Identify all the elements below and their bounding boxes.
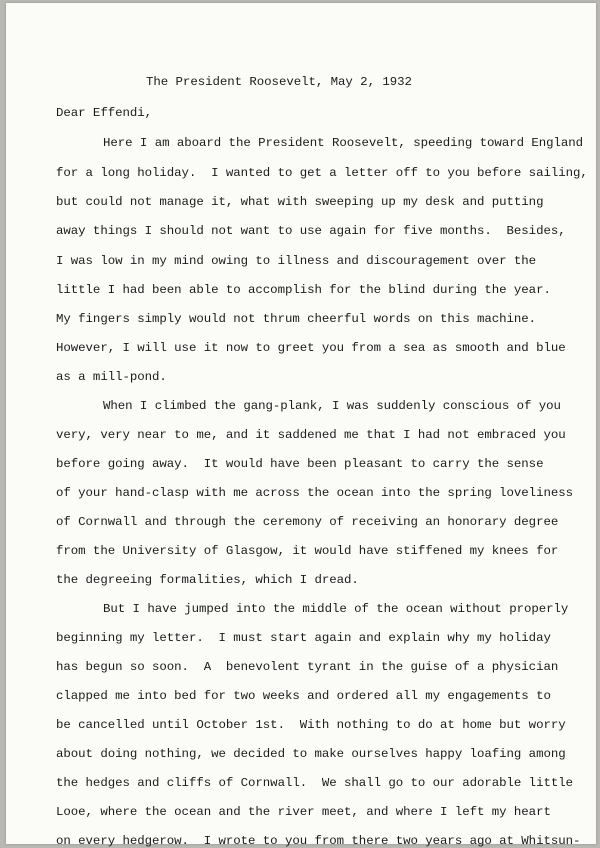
text-line: beginning my letter. I must start again and explain why my holiday: [56, 631, 551, 645]
text-line: Here I am aboard the President Roosevelt, speeding toward England: [103, 136, 584, 150]
text-line: for a long holiday. I wanted to get a letter off to you before sailing,: [56, 166, 588, 180]
letter-heading: The President Roosevelt, May 2, 1932: [146, 75, 412, 89]
text-line: of your hand-clasp with me across the ocean into the spring loveliness: [56, 486, 573, 500]
text-line: from the University of Glasgow, it would have stiffened my knees for: [56, 544, 559, 558]
text-line: little I had been able to accomplish for the blind during the year.: [56, 283, 551, 297]
text-line: but could not manage it, what with sweeping up my desk and putting: [56, 195, 544, 209]
text-line: When I climbed the gang-plank, I was suddenly conscious of you: [103, 399, 561, 413]
text-line: away things I should not want to use again for five months. Besides,: [56, 224, 566, 238]
text-line: clapped me into bed for two weeks and ordered all my engagements to: [56, 689, 551, 703]
salutation: Dear Effendi,: [56, 106, 153, 120]
text-line: about doing nothing, we decided to make ourselves happy loafing among: [56, 747, 566, 761]
text-line: on every hedgerow. I wrote to you from there two years ago at Whitsun-: [56, 834, 581, 848]
text-line: My fingers simply would not thrum cheerful words on this machine.: [56, 312, 537, 326]
text-line: I was low in my mind owing to illness and discouragement over the: [56, 254, 537, 268]
text-line: However, I will use it now to greet you from a sea as smooth and blue: [56, 341, 566, 355]
text-line: But I have jumped into the middle of the ocean without properly: [103, 602, 569, 616]
text-line: be cancelled until October 1st. With nothing to do at home but worry: [56, 718, 566, 732]
text-line: Looe, where the ocean and the river meet, and where I left my heart: [56, 805, 551, 819]
text-line: before going away. It would have been pleasant to carry the sense: [56, 457, 544, 471]
text-line: as a mill-pond.: [56, 370, 167, 384]
text-line: the hedges and cliffs of Cornwall. We shall go to our adorable little: [56, 776, 573, 790]
text-line: very, very near to me, and it saddened me that I had not embraced you: [56, 428, 566, 442]
text-line: the degreeing formalities, which I dread.: [56, 573, 359, 587]
text-line: has begun so soon. A benevolent tyrant in the guise of a physician: [56, 660, 559, 674]
text-line: of Cornwall and through the ceremony of receiving an honorary degree: [56, 515, 559, 529]
